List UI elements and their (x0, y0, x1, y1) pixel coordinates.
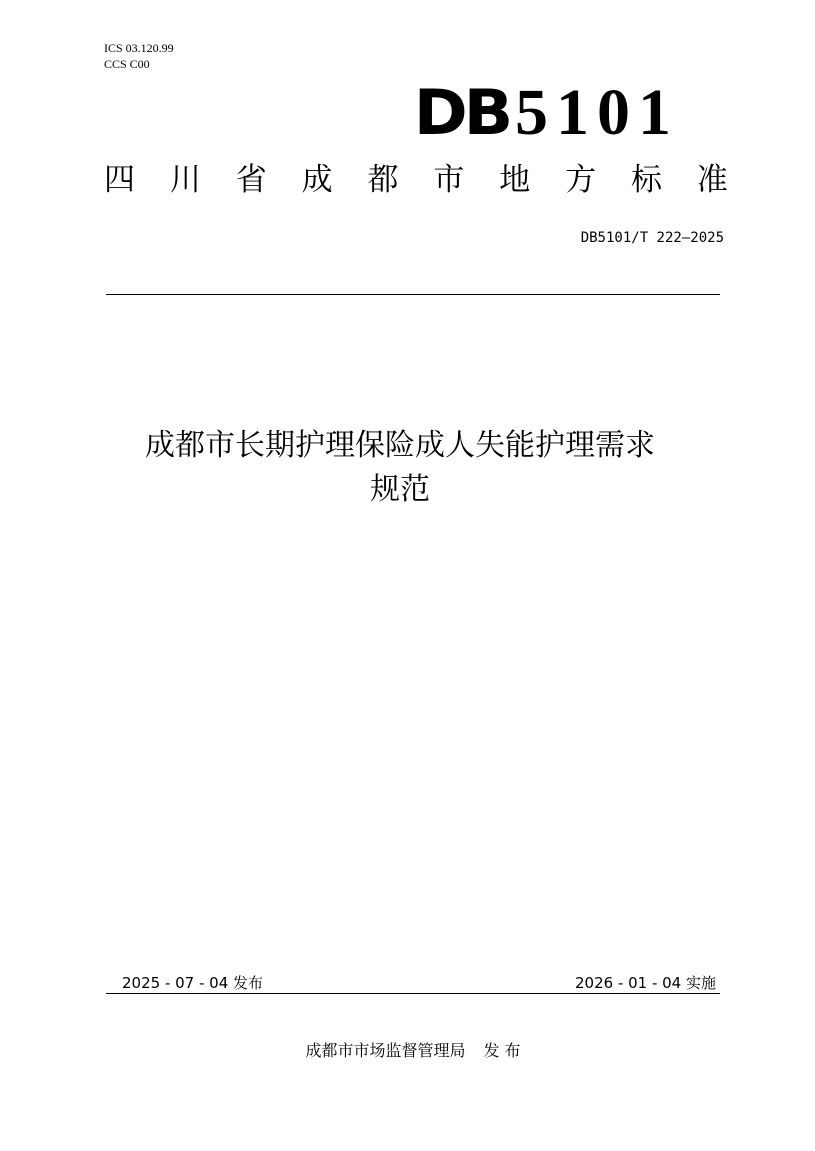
db-logo (413, 76, 679, 149)
heading-char: 四 (104, 162, 135, 198)
implement-date: 2026 - 01 - 04 实施 (574, 974, 716, 992)
document-title (80, 424, 720, 512)
ics-code: ICS 03.120.99 (104, 41, 174, 55)
top-divider (106, 294, 720, 295)
heading-char: 标 (631, 162, 662, 198)
ccs-code: CCS C00 (104, 57, 150, 71)
bottom-divider (106, 993, 720, 994)
issuer-line (106, 1041, 720, 1061)
document-title-line-1: 成都市长期护理保险成人失能护理需求 (145, 428, 655, 463)
date-row (106, 974, 720, 994)
classification-codes (104, 40, 174, 72)
heading-char: 市 (433, 162, 465, 198)
standard-number: DB5101/T 222—2025 (580, 230, 724, 246)
heading-char: 地 (499, 162, 531, 198)
heading-char: 准 (696, 162, 728, 198)
standard-type-heading (104, 160, 728, 200)
heading-char: 方 (565, 162, 597, 198)
heading-char: 川 (169, 162, 201, 198)
logo-prefix: DB (413, 76, 510, 149)
publish-date: 2025 - 07 - 04 发布 (122, 974, 264, 992)
logo-number: 5101 (515, 76, 679, 149)
issuer-action: 发 布 (483, 1041, 521, 1060)
heading-char: 都 (367, 162, 399, 198)
heading-char: 省 (235, 162, 267, 198)
heading-char: 成 (301, 162, 333, 198)
issuer-name: 成都市市场监督管理局 (305, 1041, 466, 1060)
document-title-line-2: 规范 (370, 472, 430, 507)
